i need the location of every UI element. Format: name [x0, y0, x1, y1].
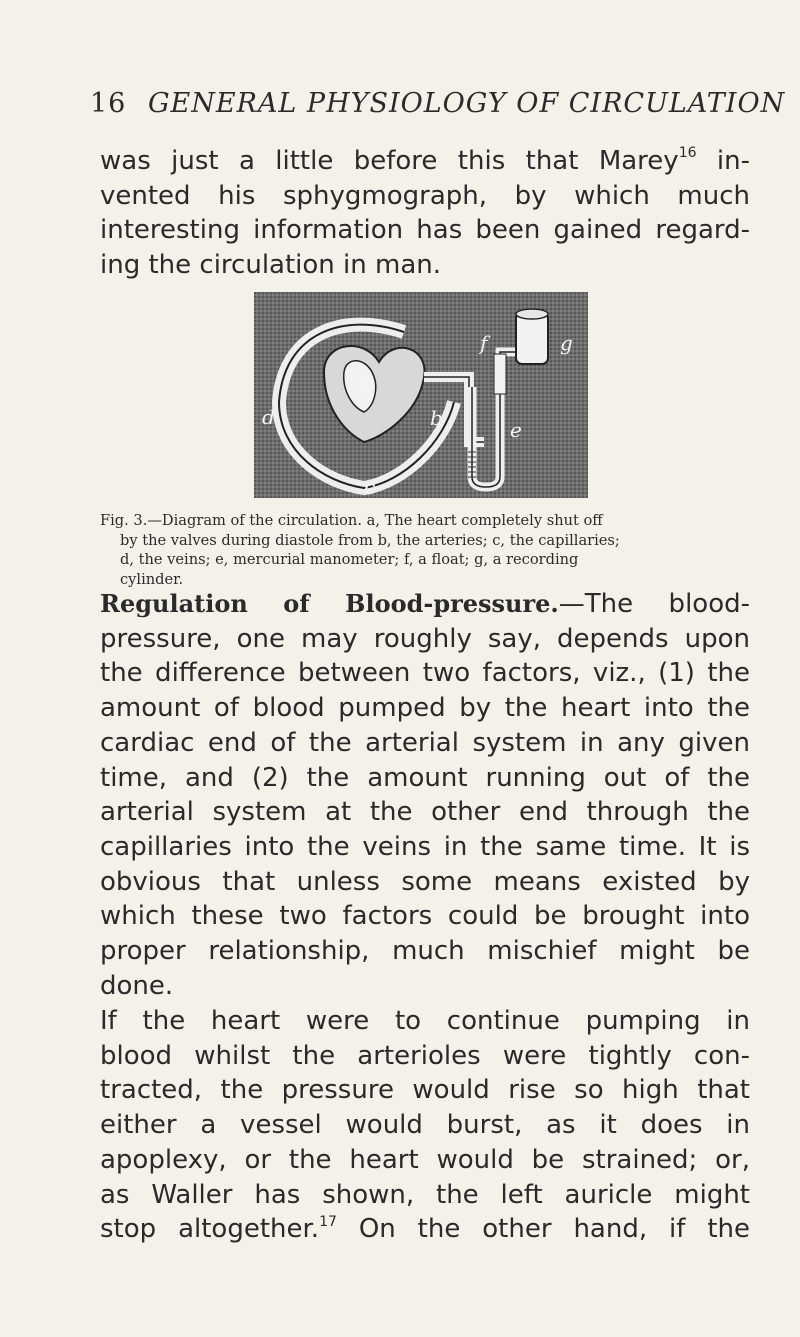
text-line: capillaries into the veins in the same time. It is [100, 831, 750, 862]
text-line: cardiac end of the arterial system in any given [100, 727, 750, 758]
text-line: stop altogether.$^{17}$ On the other hand, if the [100, 1213, 751, 1245]
float [494, 354, 506, 394]
text-line: the difference between two factors, viz., (1) the [100, 658, 750, 689]
text-line: which these two factors could be brought into [100, 901, 750, 932]
text-line: was just a little before this that Marey$^{16}$ in- [100, 145, 750, 176]
footnote-ref: 16 [678, 145, 697, 162]
label-a: a [358, 368, 370, 392]
text-line: interesting information has been gained regard- [100, 215, 750, 246]
text-line: tracted, the pressure would rise so high that [100, 1075, 750, 1106]
text-line: pressure, one may roughly say, depends upon [100, 623, 750, 654]
text-line: If the heart were to continue pumping in [100, 1006, 750, 1036]
text-line: as Waller has shown, the left auricle might [100, 1179, 750, 1210]
label-g: g [560, 331, 573, 355]
running-title: GENERAL PHYSIOLOGY OF CIRCULATION [147, 88, 786, 119]
label-c: c [364, 475, 376, 498]
caption-line: d, the veins; e, mercurial manometer; f, a float; g, a recording [120, 551, 579, 568]
text-line: done. [100, 970, 174, 1001]
text-line: either a vessel would burst, as it does in [100, 1110, 750, 1141]
text-line: apoplexy, or the heart would be strained; or, [100, 1144, 750, 1175]
caption-line: cylinder. [120, 570, 184, 588]
running-header [90, 88, 786, 119]
text-line: proper relationship, much mischief might be [100, 936, 750, 967]
text-line: time, and (2) the amount running out of the [100, 762, 750, 793]
circulation-diagram [254, 292, 588, 498]
footnote-ref: 17 [319, 1213, 337, 1230]
text-line: ing the circulation in man. [100, 250, 442, 281]
section-heading: Regulation of Blood-pressure. [100, 589, 559, 618]
page-number: 16 [90, 88, 127, 119]
label-d: d [262, 405, 275, 429]
text-line: Regulation of Blood-pressure.—The blood- [100, 589, 750, 619]
caption-line: Fig. 3.—Diagram of the circulation. a, The heart completely shut off [100, 512, 603, 529]
caption-line: by the valves during diastole from b, the arteries; c, the capillaries; [120, 531, 620, 549]
intro-paragraph [100, 144, 750, 283]
label-f: f [480, 331, 488, 355]
text-line: blood whilst the arterioles were tightly con- [100, 1040, 750, 1071]
label-e: e [510, 418, 522, 442]
regulation-paragraph [100, 587, 750, 1003]
recording-cylinder [516, 312, 548, 364]
text-line: amount of blood pumped by the heart into the [100, 693, 750, 724]
text-line: arterial system at the other end through the [100, 797, 750, 828]
continuation-paragraph [100, 1004, 750, 1247]
figure-caption [100, 511, 750, 589]
label-b: b [430, 406, 443, 430]
text-line: obvious that unless some means existed by [100, 866, 750, 897]
text-line: vented his sphygmograph, by which much [100, 180, 750, 211]
